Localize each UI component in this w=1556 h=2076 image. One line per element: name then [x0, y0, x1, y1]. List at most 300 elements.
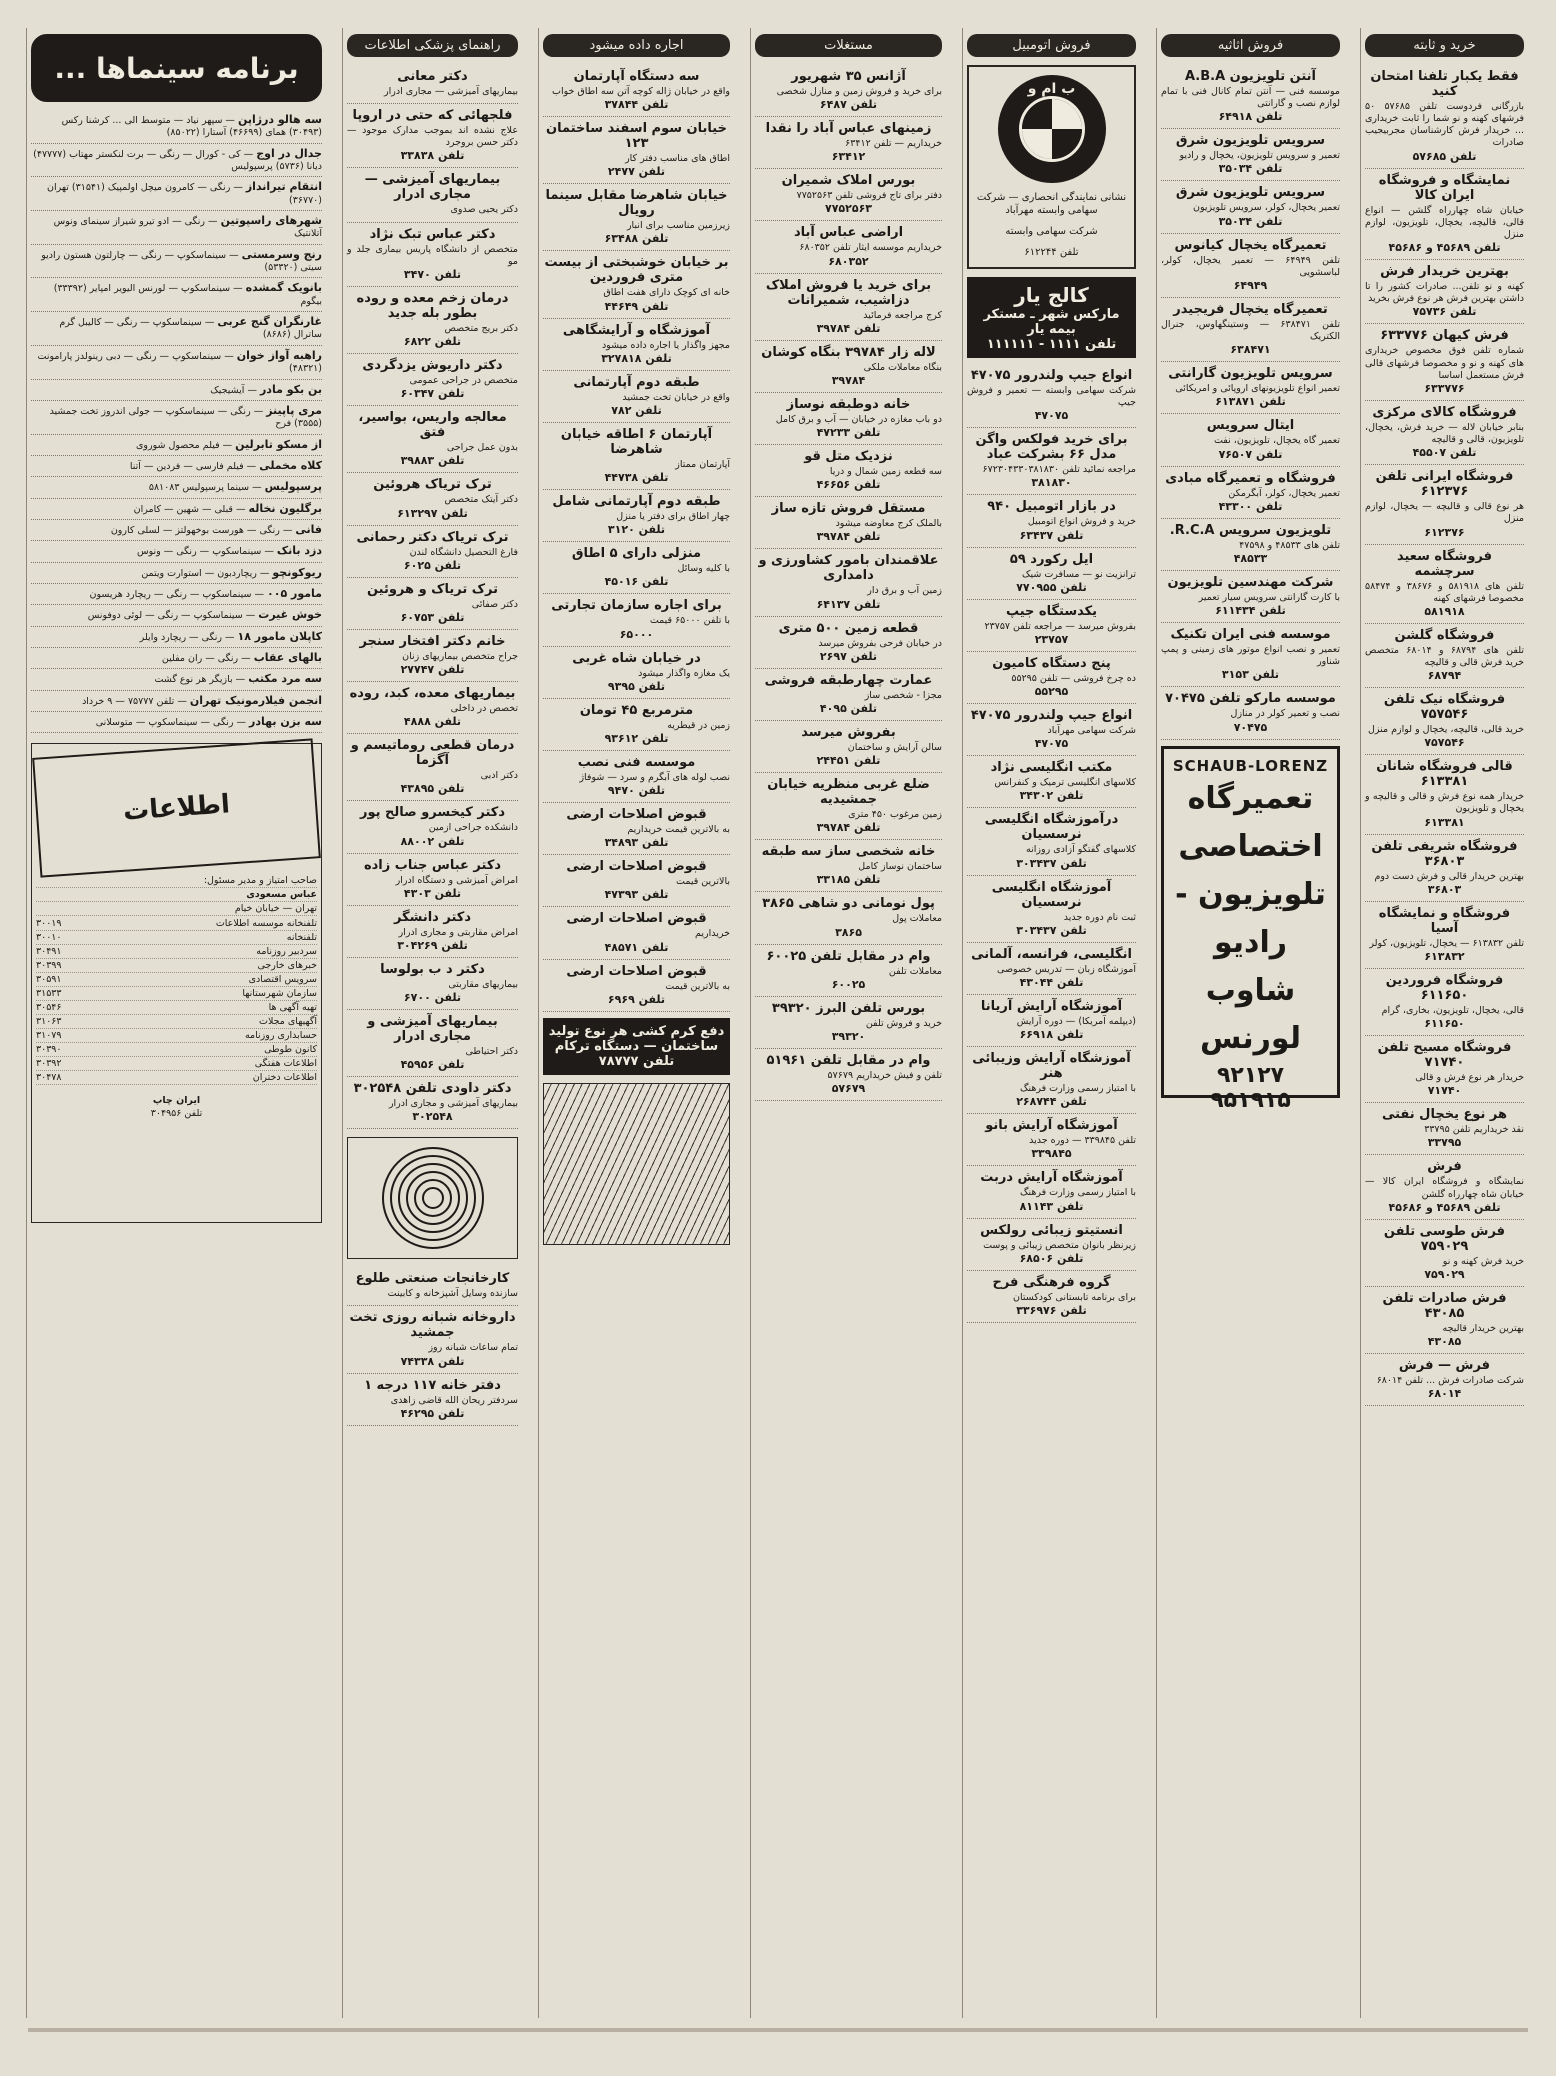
ad-title: بورس تلفن البرز ۳۹۳۲۰	[771, 1000, 926, 1016]
ad-title: خانم دکتر افتخار سنجر	[359, 633, 506, 649]
ad-text: شرکت صادرات فرش ... تلفن ۶۸۰۱۴	[1376, 1375, 1524, 1386]
ad-text: برای برنامه تابستانی کودکستان	[1012, 1291, 1136, 1303]
ad-text: تعمیر یخچال، کولر، سرویس تلویزیون	[1193, 202, 1340, 214]
rent-ad	[543, 184, 730, 251]
colophon-label: تلفنخانه	[286, 932, 317, 944]
bmw-caption: نشانی نمایندگی انحصاری — شرکت سهامی وابسته مهرآباد	[976, 192, 1127, 216]
ad-title: هر نوع یخچال نفتی	[1381, 1107, 1508, 1123]
ad-phone: تلفن ۴۳۳۰۰	[1218, 499, 1283, 513]
rent-ad	[543, 647, 730, 699]
film-details: سینماسکوپ — رنگی — دبی رینولدز پارامونت (۴۸۳۲۱)	[37, 350, 322, 375]
ad-phone: ۲۳۷۵۷	[1034, 632, 1069, 646]
culture-banner-phone: تلفن ۷۸۷۷۷	[598, 1053, 675, 1069]
ad-text: زمین مرغوب ۴۵۰ متری	[848, 809, 942, 821]
car-ad	[967, 548, 1136, 600]
ad-text: تلفن ۶۱۳۸۳۲ — یخچال، تلویزیون، کولر	[1369, 937, 1524, 949]
film-title: جدال در اوج	[256, 146, 322, 160]
ad-title: موسسه مارکو تلفن ۷۰۴۷۵	[1165, 691, 1336, 707]
colophon-phone-row	[36, 917, 317, 931]
service-ad	[1161, 687, 1340, 739]
ad-title: دکتر داریوش یزدگردی	[362, 358, 503, 374]
medical-ad	[347, 104, 518, 168]
ad-phone: تلفن ۶۳۴۸۸	[604, 232, 669, 246]
ad-title: تعمیرگاه یخچال کیانوس	[1174, 237, 1327, 253]
ad-phone: ۳۹۳۲۰	[831, 1029, 866, 1043]
owner-name: عباس مسعودی	[246, 889, 317, 901]
ad-title: در خیابان شاه غربی	[572, 650, 701, 666]
ad-title: تعمیرگاه یخچال فریجیدر	[1173, 301, 1328, 317]
cinema-listing: فانی — رنگی — هورست بوخهولتز — لسلی کارون	[31, 520, 322, 541]
rent-ad	[543, 117, 730, 184]
colophon-phone-row	[36, 931, 317, 945]
car-ad	[967, 428, 1136, 495]
cinema-listing: از مسکو تابرلین — فیلم محصول شوروی	[31, 435, 322, 456]
ad-phone: ۳۹۷۸۴	[831, 373, 866, 387]
ad-text: دکتر آیتک متخصص	[444, 494, 518, 506]
ad-text: موسسه فنی — آنتن تمام کانال فنی با تمام لوازم نصب و گارانتی	[1161, 86, 1340, 110]
ad-text: خرید و فروش انواع اتومبیل	[1027, 516, 1136, 528]
service-ad	[1161, 519, 1340, 571]
ad-phone: تلفن ۶۳۴۳۷	[1019, 528, 1084, 542]
ad-title: قبوض اصلاحات ارضی	[566, 911, 707, 927]
cinema-header: برنامه سینماها ...	[31, 34, 322, 102]
ad-phone: تلفن ۷۵۷۳۶	[1412, 305, 1477, 319]
service-ad	[1161, 623, 1340, 687]
ad-title: دکتر عباس تبک نژاد	[369, 226, 496, 242]
ad-phone: تلفن ۳۴۳۰۲	[1019, 789, 1084, 803]
ad-title: تلویزیون سرویس R.C.A.	[1169, 522, 1332, 538]
spiral-illustration	[347, 1137, 518, 1259]
ad-title: پول نومانی دو شاهی ۳۸۶۵	[762, 896, 935, 912]
colophon-phone-row	[36, 1015, 317, 1029]
banner-subtitle: مارکس شهر ـ مستکر بیمه یار	[983, 307, 1120, 337]
page-bottom-edge	[28, 2028, 1528, 2032]
ad-text: نصب لوله های آبگرم و سرد — شوفاژ	[579, 771, 730, 783]
ad-text: آپارتمان ممتاز	[675, 458, 730, 470]
ad-phone: تلفن ۶۷۰۰	[403, 990, 462, 1004]
wanted-ad	[1365, 65, 1524, 169]
film-details: سینماسکوپ — رنگی — ریچارد هریسون	[89, 588, 252, 600]
section-header-medical: راهنمای پزشکی اطلاعات	[347, 34, 518, 57]
rent-ad	[543, 699, 730, 751]
ad-title: دفتر خانه ۱۱۷ درجه ۱	[364, 1377, 501, 1393]
film-title: ریوکونچو	[272, 565, 322, 579]
ad-title: خیابان شاهرضا مقابل سینما رویال	[545, 188, 728, 219]
ad-text: دکتر صفائی	[471, 598, 518, 610]
ad-title: مترمربع ۴۵ تومان	[579, 702, 694, 718]
cinema-listing: راهبه آواز خوان — سینماسکوپ — رنگی — دبی رینولدز پارامونت (۴۸۳۲۱)	[31, 346, 322, 380]
cinema-listing: بالهای عقاب — رنگی — ران مفلین	[31, 648, 322, 669]
ad-phone: تلفن ۳۳۶۹۷۶	[1016, 1303, 1087, 1317]
ad-phone: تلفن ۳۹۷۸۴	[816, 530, 881, 544]
ad-text: با کلیه وسائل	[677, 563, 730, 575]
ad-text: تلفن های ۴۸۵۳۳ و ۴۷۵۹۸	[1239, 539, 1340, 551]
ad-text: ترانزیت نو — مسافرت شیک	[1021, 568, 1136, 580]
notice-ad	[347, 1306, 518, 1373]
culture-banner-text: دفع کرم کشی هر نوع تولید ساختمان — دستگاه ترکام	[548, 1023, 725, 1054]
ad-phone: تلفن ۶۶۹۱۸	[1019, 1028, 1084, 1042]
ad-text: امراض مقاربتی و مجاری ادرار	[398, 926, 518, 938]
banner-title: کالج یار	[1014, 283, 1089, 307]
ad-phone: تلفن ۳۴۷۰	[403, 267, 462, 281]
colophon-label: خبرهای خارجی	[257, 960, 317, 972]
ad-title: اراضی عباس آباد	[793, 225, 904, 241]
ad-phone: ۶۰۰۲۵	[831, 977, 866, 991]
wanted-ad	[1365, 169, 1524, 260]
medical-ad	[347, 801, 518, 853]
ad-phone: تلفن ۹۴۷۰	[607, 784, 666, 798]
film-title: رنج وسرمستی	[241, 247, 322, 261]
film-details: سینماسکوپ — رنگی — کالیبل گرم ساترال (۸۶۸۶)	[59, 317, 322, 341]
column-for-sale	[1156, 28, 1344, 2018]
ad-phone: تلفن ۷۴۳۳۸	[400, 1354, 465, 1368]
cinema-listing: پرسپولیس — سینما پرسپولیس ۵۸۱۰۸۳	[31, 477, 322, 498]
medical-ad	[347, 65, 518, 104]
ad-text: قالی، یخچال، تلویزیون، بخاری، گرام	[1381, 1004, 1524, 1016]
cinema-list	[31, 110, 322, 733]
cinema-listing: انجمن فیلارمونیک تهران — تلفن ۷۵۷۷۷ — ۹ خرداد	[31, 691, 322, 712]
ad-title: شرکت مهندسین تلویزیون	[1167, 574, 1334, 590]
ad-text: شماره تلفن فوق مخصوص خریداری های کهنه و نو و مخصوصا فرشهای قالی فرش مستعمل اساسا	[1365, 345, 1524, 381]
medical-ad	[347, 958, 518, 1010]
ad-phone: تلفن ۳۹۸۸۳	[400, 454, 465, 468]
ad-title: دکتر معانی	[397, 69, 468, 84]
section-header-jobs: مستغلات	[755, 34, 942, 57]
bmw-logo-text: ب ام و	[1027, 81, 1076, 97]
ad-title: مستقل فروش تازه ساز	[771, 501, 926, 517]
ad-title: بورس املاک شمیران	[781, 173, 916, 189]
ad-title: کارخانجات صنعتی طلوع	[355, 1271, 510, 1287]
rent-ad	[543, 542, 730, 594]
ad-title: فرش طوسی تلفن ۷۵۹۰۲۹	[1383, 1223, 1506, 1254]
ad-phone: تلفن ۴۰۹۵	[819, 701, 878, 715]
section-header-wanted: خرید و ثابته	[1365, 34, 1524, 57]
real-estate-ad	[755, 65, 942, 117]
ad-title: فرش	[1427, 1159, 1462, 1175]
culture-banner	[543, 1018, 730, 1075]
medical-list	[347, 65, 518, 1129]
colophon	[31, 743, 322, 1223]
ad-phone: ۴۳۰۸۵	[1427, 1335, 1462, 1348]
ad-text: واقع در خیابان ژاله کوچه آتن سه اطاق خواب	[552, 86, 730, 97]
colophon-phone-row	[36, 1071, 317, 1085]
service-ad	[1161, 414, 1340, 466]
film-details: بازیگر هر نوع گشت	[154, 674, 233, 686]
ad-title: زمینهای عباس آباد را نقدا	[765, 121, 932, 137]
film-title: پرسپولیس	[264, 480, 322, 494]
ad-phone: تلفن ۷۶۵۰۷	[1218, 447, 1283, 461]
film-title: سه مرد مکتب	[248, 672, 322, 686]
ad-phone: ۷۵۷۵۴۶	[1424, 736, 1465, 750]
real-estate-ad	[755, 721, 942, 773]
wanted-ad	[1365, 465, 1524, 544]
ad-title: دکتر داودی تلفن ۳۰۲۵۴۸	[353, 1081, 512, 1097]
ad-phone: تلفن ۳۲۷۸۱۸	[601, 351, 672, 365]
ad-text: خیابان شاه چهارراه گلشن — انواع قالی، قالیچه، یخچال، تلویزیون، لوازم منزل	[1365, 204, 1524, 240]
ad-text: بالاترین قیمت	[676, 876, 730, 888]
ad-text: دفتر برای تاج فروشی تلفن ۷۷۵۲۵۶۳	[796, 190, 942, 202]
rent-list	[543, 65, 730, 1012]
colophon-label: سازمان شهرستانها	[242, 988, 317, 1000]
ad-phone: تلفن ۳۵۰۳۴	[1218, 162, 1283, 176]
ad-title: وام در مقابل تلفن ۶۰۰۲۵	[766, 948, 931, 964]
cinema-listing: غارنگران گنج عربی — سینماسکوپ — رنگی — کالیبل گرم ساترال (۸۶۸۶)	[31, 312, 322, 346]
ad-phone: ۶۱۳۳۸۱	[1424, 815, 1465, 829]
film-details: سینماسکوپ — لورنس الیویر امپایر (۳۳۳۹۲) بیگوم	[53, 283, 322, 307]
real-estate-ad	[755, 617, 942, 669]
ad-phone: تلفن ۳۳۱۸۵	[816, 873, 881, 887]
film-title: کلاه مخملی	[259, 458, 322, 472]
ad-phone: تلفن ۳۰۳۴۳۷	[1016, 856, 1087, 870]
ad-text: جراح متخصص بیماریهای زنان	[402, 650, 518, 662]
medical-ad	[347, 854, 518, 906]
ad-title: آموزشگاه انگلیسی نرسسیان	[991, 879, 1112, 910]
ad-title: گروه فرهنگی فرح	[992, 1274, 1111, 1290]
colophon-number: ۳۰۰۱۰	[36, 932, 62, 944]
real-estate-ad	[755, 945, 942, 997]
car-ad	[967, 1047, 1136, 1114]
ad-title: منزلی دارای ۵ اطاق	[571, 546, 702, 562]
column-cars	[962, 28, 1140, 2018]
film-title: برگلیون نخاله	[248, 501, 322, 515]
ad-text: با امتیاز رسمی وزارت فرهنگ	[1019, 1083, 1136, 1095]
medical-ad	[347, 354, 518, 406]
ad-text: شرکت سهامی مهرآباد	[1047, 725, 1136, 737]
film-title: غارنگران گنج عربی	[217, 315, 322, 329]
film-title: مامور ۰۰۵	[267, 586, 322, 600]
cinema-listing: کلاه مخملی — فیلم فارسی — فردین — آتنا	[31, 456, 322, 477]
film-details: رنگی — کامرون میچل اولمپیک (۳۱۵۴۱) تهران (۳۶۷۷۰)	[47, 182, 322, 206]
jobs-list	[755, 65, 942, 1101]
wanted-ad	[1365, 969, 1524, 1036]
ad-title: فرش صادرات تلفن ۴۳۰۸۵	[1382, 1290, 1507, 1321]
ad-text: خریداریم — تلفن ۶۳۴۱۲	[845, 138, 942, 150]
ad-title: آموزشگاه آرایش وزیبائی هنر	[972, 1051, 1131, 1082]
ad-phone: تلفن ۶۰۷۵۳	[400, 610, 465, 624]
ad-title: فقط یکبار تلفنا امتحان کنید	[1370, 69, 1519, 99]
colophon-phone-row	[36, 1001, 317, 1015]
ad-phone: ۷۰۴۷۵	[1233, 720, 1268, 734]
colophon-number: ۳۰۰۱۹	[36, 918, 62, 930]
medical-ad	[347, 1077, 518, 1129]
schaub-lorenz-ad	[1161, 746, 1340, 1113]
medical-ad	[347, 734, 518, 801]
ad-phone: ۳۳۷۹۵	[1427, 1136, 1462, 1150]
ad-text: تعمیر و نصب انواع موتور های زمینی و پمپ شناور	[1161, 644, 1340, 668]
ad-phone: ۶۱۲۳۷۶	[1424, 525, 1465, 539]
medical-ad	[347, 168, 518, 222]
film-title: دزد بانک	[276, 544, 322, 558]
rent-ad	[543, 423, 730, 490]
colophon-number: ۳۰۳۹۰	[36, 1044, 62, 1056]
ad-phone: ۵۵۲۹۵	[1034, 685, 1069, 699]
ad-title: طبقه دوم آپارتمانی شامل	[552, 494, 721, 510]
ad-title: آموزشگاه آرایش دربت	[980, 1170, 1123, 1186]
ad-text: علاج نشده اند بموجب مدارک موجود — دکتر حسن بروجرد	[347, 125, 518, 149]
ad-phone: تلفن ۴۶۶۵۶	[816, 478, 881, 492]
colophon-number: ۳۰۳۹۲	[36, 1058, 62, 1070]
real-estate-ad	[755, 892, 942, 944]
film-details: رنگی — ران مفلین	[161, 652, 239, 664]
bmw-logo-icon	[998, 75, 1106, 183]
film-title: بالهای عقاب	[253, 650, 322, 664]
ad-title: طبقه دوم آپارتمانی	[573, 374, 700, 390]
film-details: سپهر نیاد — متوسط الی ... کرشنا رکس (۳۰۴۹۳) همای (۴۶۶۹۹) آستارا (۸۵۰۲۲)	[61, 115, 322, 139]
film-title: کاپلان مامور ۱۸	[237, 629, 322, 643]
ad-phone: ۶۱۱۶۵۰	[1424, 1017, 1465, 1031]
wanted-ad	[1365, 324, 1524, 400]
ad-phone: تلفن ۹۳۹۵	[607, 679, 666, 693]
ad-phone: ۴۷۰۷۵	[1034, 737, 1069, 751]
ad-title: ترک تریاک و هروئین	[366, 581, 499, 597]
ad-phone: تلفن ۳۰۳۴۳۷	[1016, 923, 1087, 937]
ad-text: یک مغازه واگذار میشود	[638, 667, 730, 679]
ad-phone: تلفن ۲۶۸۷۴۴	[1016, 1095, 1087, 1109]
ad-title: موسسه فنی ایران تکنیک	[1170, 627, 1331, 643]
ad-text: نصب و تعمیر کولر در منازل	[1230, 708, 1340, 720]
ad-text: تخصص در داخلی	[450, 703, 518, 715]
ad-phone: تلفن ۶۴۸۷	[819, 98, 878, 112]
ad-text: چهار اطاق برای دفتر یا منزل	[616, 511, 730, 523]
ad-phone: ۴۸۵۳۳	[1233, 551, 1268, 565]
schaub-phone-1: ۹۲۱۲۷	[1216, 1062, 1285, 1088]
ad-title: داروخانه شبانه روزی تخت جمشید	[349, 1310, 516, 1341]
ad-phone: تلفن ۶۰۲۵	[403, 558, 462, 572]
ad-title: خانه شخصی ساز سه طبقه	[761, 844, 936, 860]
medical-ad	[347, 473, 518, 525]
ad-title: برای خرید یا فروش املاک دزاشیب، شمیرانات	[765, 277, 932, 308]
ad-phone: تلفن ۴۵۹۵۶	[400, 1058, 465, 1072]
ad-text: امراض آمیزشی و دستگاه ادرار	[395, 874, 518, 886]
printer-phone: تلفن ۳۰۴۹۵۶	[150, 1108, 203, 1120]
ad-title: فلجهائی که حتی در اروپا	[352, 108, 513, 124]
ad-text: ده چرخ فروشی — تلفن ۵۵۲۹۵	[1011, 672, 1136, 684]
colophon-label: آگهیهای مجلات	[259, 1016, 317, 1028]
ad-text: (دیپلمه آمریکا) — دوره آرایش	[1016, 1015, 1136, 1027]
ad-title: آموزشگاه آرایش بانو	[985, 1118, 1118, 1134]
ad-title: برای اجاره سازمان تجارتی	[551, 598, 722, 614]
colophon-number: ۳۰۴۷۸	[36, 1072, 62, 1084]
ad-title: درآموزشگاه انگلیسی نرسسیان	[984, 812, 1119, 843]
film-details: رنگی — سینماسکوپ — جولی اندروز تخت جمشید (۳۵۵۵) فرح	[49, 405, 322, 430]
ad-title: فروشگاه شریفی تلفن ۳۶۸۰۳	[1371, 838, 1518, 869]
ad-text: بازرگانی فردوست تلفن ۵۷۶۸۵ ۵۰ فرشهای کهنه و نو شما را ثابت خریداری ... خریدار فرش کارشناسان مجربیجیب صادرات	[1365, 101, 1524, 149]
film-title: خوش غیرت	[258, 608, 322, 622]
medical-ad	[347, 906, 518, 958]
ad-text: بیماریهای مقاربتی	[448, 978, 518, 990]
ad-text: تلفن ۶۳۸۴۷۱ — وستینگهاوس، جنرال الکتریک	[1161, 318, 1340, 343]
ad-title: فروشگاه فروردین ۶۱۱۶۵۰	[1385, 972, 1504, 1003]
film-title: از مسکو تابرلین	[235, 437, 322, 451]
ad-title: آپارتمان ۶ اطاقه خیابان شاهرضا	[560, 426, 713, 457]
ad-phone: تلفن ۴۵۰۱۶	[604, 575, 669, 589]
ad-text: تمام ساعات شبانه روز	[428, 1342, 518, 1354]
ad-phone: تلفن ۶۱۳۲۹۷	[397, 506, 468, 520]
ad-phone: تلفن ۶۱۳۸۷۱	[1215, 395, 1286, 409]
film-details: رنگی — ریچارد وایلر	[139, 631, 222, 643]
colophon-phone-row	[36, 987, 317, 1001]
ad-title: انگلیسی، فرانسه، آلمانی	[971, 946, 1132, 962]
ad-text: بنابر خیابان لاله — خرید فرش، یخچال، تلویزیون، قالی و قالیچه	[1365, 421, 1524, 446]
colophon-label: اطلاعات هفتگی	[254, 1058, 317, 1070]
car-ad	[967, 495, 1136, 547]
ad-text: دکتر بریج متخصص	[444, 322, 518, 334]
colophon-phone-row	[36, 945, 317, 959]
ad-phone: ۳۶۸۰۳	[1427, 882, 1462, 896]
ad-text: دکتر یحیی صدوی	[450, 204, 518, 216]
ad-text: سازنده وسایل آشپزخانه و کابینت	[387, 1288, 518, 1300]
film-title: سه بزن بهادر	[248, 715, 322, 728]
ad-title: قبوض اصلاحات ارضی	[566, 807, 707, 823]
car-ad	[967, 1219, 1136, 1271]
service-ad	[1161, 129, 1340, 181]
colophon-phone-row	[36, 1057, 317, 1071]
film-title: سه هالو درژاپن	[237, 113, 322, 126]
film-details: رنگی — هورست بوخهولتز — لسلی کارون	[110, 524, 280, 536]
real-estate-ad	[755, 221, 942, 273]
column-medical	[342, 28, 522, 2018]
ad-phone: تلفن ۸۱۱۴۳	[1019, 1199, 1084, 1213]
ad-text: واقع در خیابان تخت جمشید	[622, 391, 730, 403]
cinema-listing: مامور ۰۰۵ — سینماسکوپ — رنگی — ریچارد هریسون	[31, 584, 322, 605]
wanted-list	[1365, 65, 1524, 1406]
ad-title: بیماریهای معده، کبد، روده	[349, 686, 516, 702]
ad-phone: تلفن ۶۸۵۰۶	[1019, 1251, 1084, 1265]
schaub-phone-2: ۹۵۱۹۱۵	[1210, 1087, 1291, 1113]
rent-ad	[543, 319, 730, 371]
ad-text: اطاق های مناسب دفتر کار	[625, 153, 730, 165]
ad-title: دکتر د ب بولوسا	[380, 961, 485, 977]
colophon-lines	[36, 874, 317, 1218]
ad-phone: ۶۱۳۸۳۲	[1424, 949, 1465, 963]
car-ad	[967, 1166, 1136, 1218]
ad-phone: ۵۷۶۷۹	[831, 1081, 866, 1095]
wanted-ad	[1365, 902, 1524, 969]
cinema-listing: دزد بانک — سینماسکوپ — رنگی — ونوس	[31, 541, 322, 562]
ad-title: لاله زار ۳۹۷۸۴ بنگاه کوشان	[761, 344, 936, 360]
classified-page	[28, 28, 1528, 2018]
ad-title: فرش کیهان ۶۳۳۷۷۶	[1380, 328, 1509, 344]
ad-title: نمایشگاه و فروشگاه ایران کالا	[1378, 172, 1511, 203]
film-details: تلفن ۷۵۷۷۷ — ۹ خرداد	[82, 695, 175, 707]
ad-text: خریدار همه نوع فرش و قالی و قالیچه و یخچال و تلویزیون	[1365, 791, 1524, 815]
wanted-ad	[1365, 755, 1524, 834]
ad-title: علاقمندان بامور کشاورزی و دامداری	[758, 553, 939, 584]
medical-ad	[347, 223, 518, 287]
ad-text: تلفن ۶۴۹۴۹ — تعمیر یخچال، کولر، لباسشویی	[1161, 254, 1340, 278]
ad-title: فروشگاه کالای مرکزی	[1372, 404, 1517, 420]
ad-title: فروشگاه مسیح تلفن ۷۱۷۴۰	[1377, 1040, 1512, 1071]
spiral-icon	[378, 1143, 488, 1253]
ad-title: وام در مقابل تلفن ۵۱۹۶۱	[766, 1052, 931, 1068]
ad-title: سرویس تلویزیون شرق	[1175, 133, 1326, 149]
film-details: ریچاردبون — استوارت ویتمن	[141, 567, 257, 579]
ad-text: کلاسهای گفتگو آزادی روزانه	[1026, 844, 1136, 856]
ad-phone: ۶۵۰۰۰	[619, 627, 654, 641]
ad-title: سه دستگاه آپارتمان	[573, 69, 700, 84]
schaub-brand: SCHAUB-LORENZ	[1172, 756, 1329, 775]
film-title: انتقام تیرانداز	[245, 180, 322, 194]
ad-text: تلفن های ۶۸۷۹۴ و ۶۸۰۱۴ متخصص خرید فرش قالی و قالیچه	[1365, 644, 1524, 668]
ad-phone: ۶۳۳۷۷۶	[1424, 381, 1465, 395]
ad-text: در خیابان فرحی بفروش میرسد	[818, 637, 942, 649]
ad-title: قبوض اصلاحات ارضی	[566, 963, 707, 979]
college-banner	[967, 277, 1136, 358]
ad-phone: تلفن ۳۵۰۳۴	[1218, 214, 1283, 228]
car-ad	[967, 808, 1136, 875]
ad-text: ساختمان نوساز کامل	[858, 861, 942, 873]
ad-phone: تلفن ۴۴۷۳۸	[604, 471, 669, 485]
